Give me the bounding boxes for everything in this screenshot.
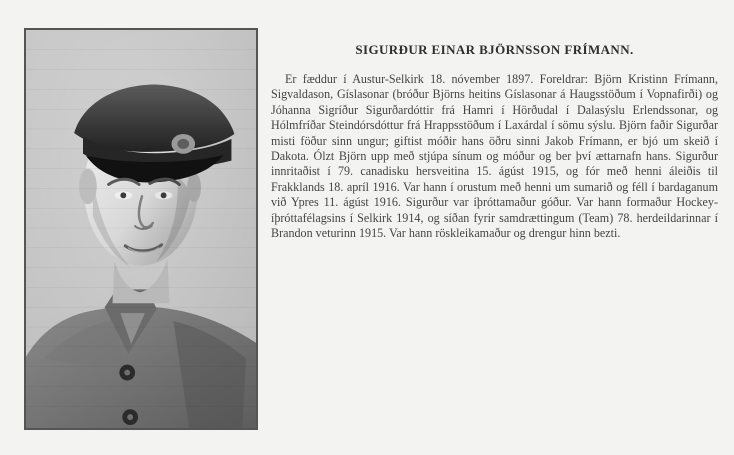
biography-text: Er fæddur í Austur-Selkirk 18. nóvember 1897. Foreldrar: Björn Kristinn Frímann, Sigvaldason, Gíslasonar (bróður Björns heitins Gíslasonar á Haugsstöðum í Vopnafirði) og Jóhanna Sigríður Sigurðardóttir frá Hamri í Hörðudal í Dalasýslu Erlendssonar, og Hólmfríðar Steindórsdóttur frá Hrappsstöðum í Laxárdal í sömu sýslu. Björn faðir Sigurðar misti föður sinn ungur; giftist móðir hans öðru sinni Jakob Frímann, er bjó um skeið í Dakota. Ólzt Björn upp með stjúpa sínum og móður og ber því ættarnafn hans. Sigurður innritaðist í 79. canadisku hersveitina 15. ágúst 1915, og fór með henni áleiðis til Frakklands 18. apríl 1916. Var hann í orustum með henni um sumarið og féll í bardaganum við Ypres 11. ágúst 1916. Sigurður var íþróttamaður góður. Var hann formaður Hockey-íþróttafélagsins í Selkirk 1914, og síðan fyrir samdrættingum (Team) 78. herdeildarinnar í Brandon veturinn 1915. Var hann röskleikamaður og drengur hinn bezti.: [271, 72, 718, 241]
biography-title: SIGURÐUR EINAR BJÖRNSSON FRÍMANN.: [355, 42, 634, 57]
portrait-photo: [24, 28, 258, 430]
biography-section: [271, 42, 718, 241]
portrait-illustration: [26, 30, 256, 428]
